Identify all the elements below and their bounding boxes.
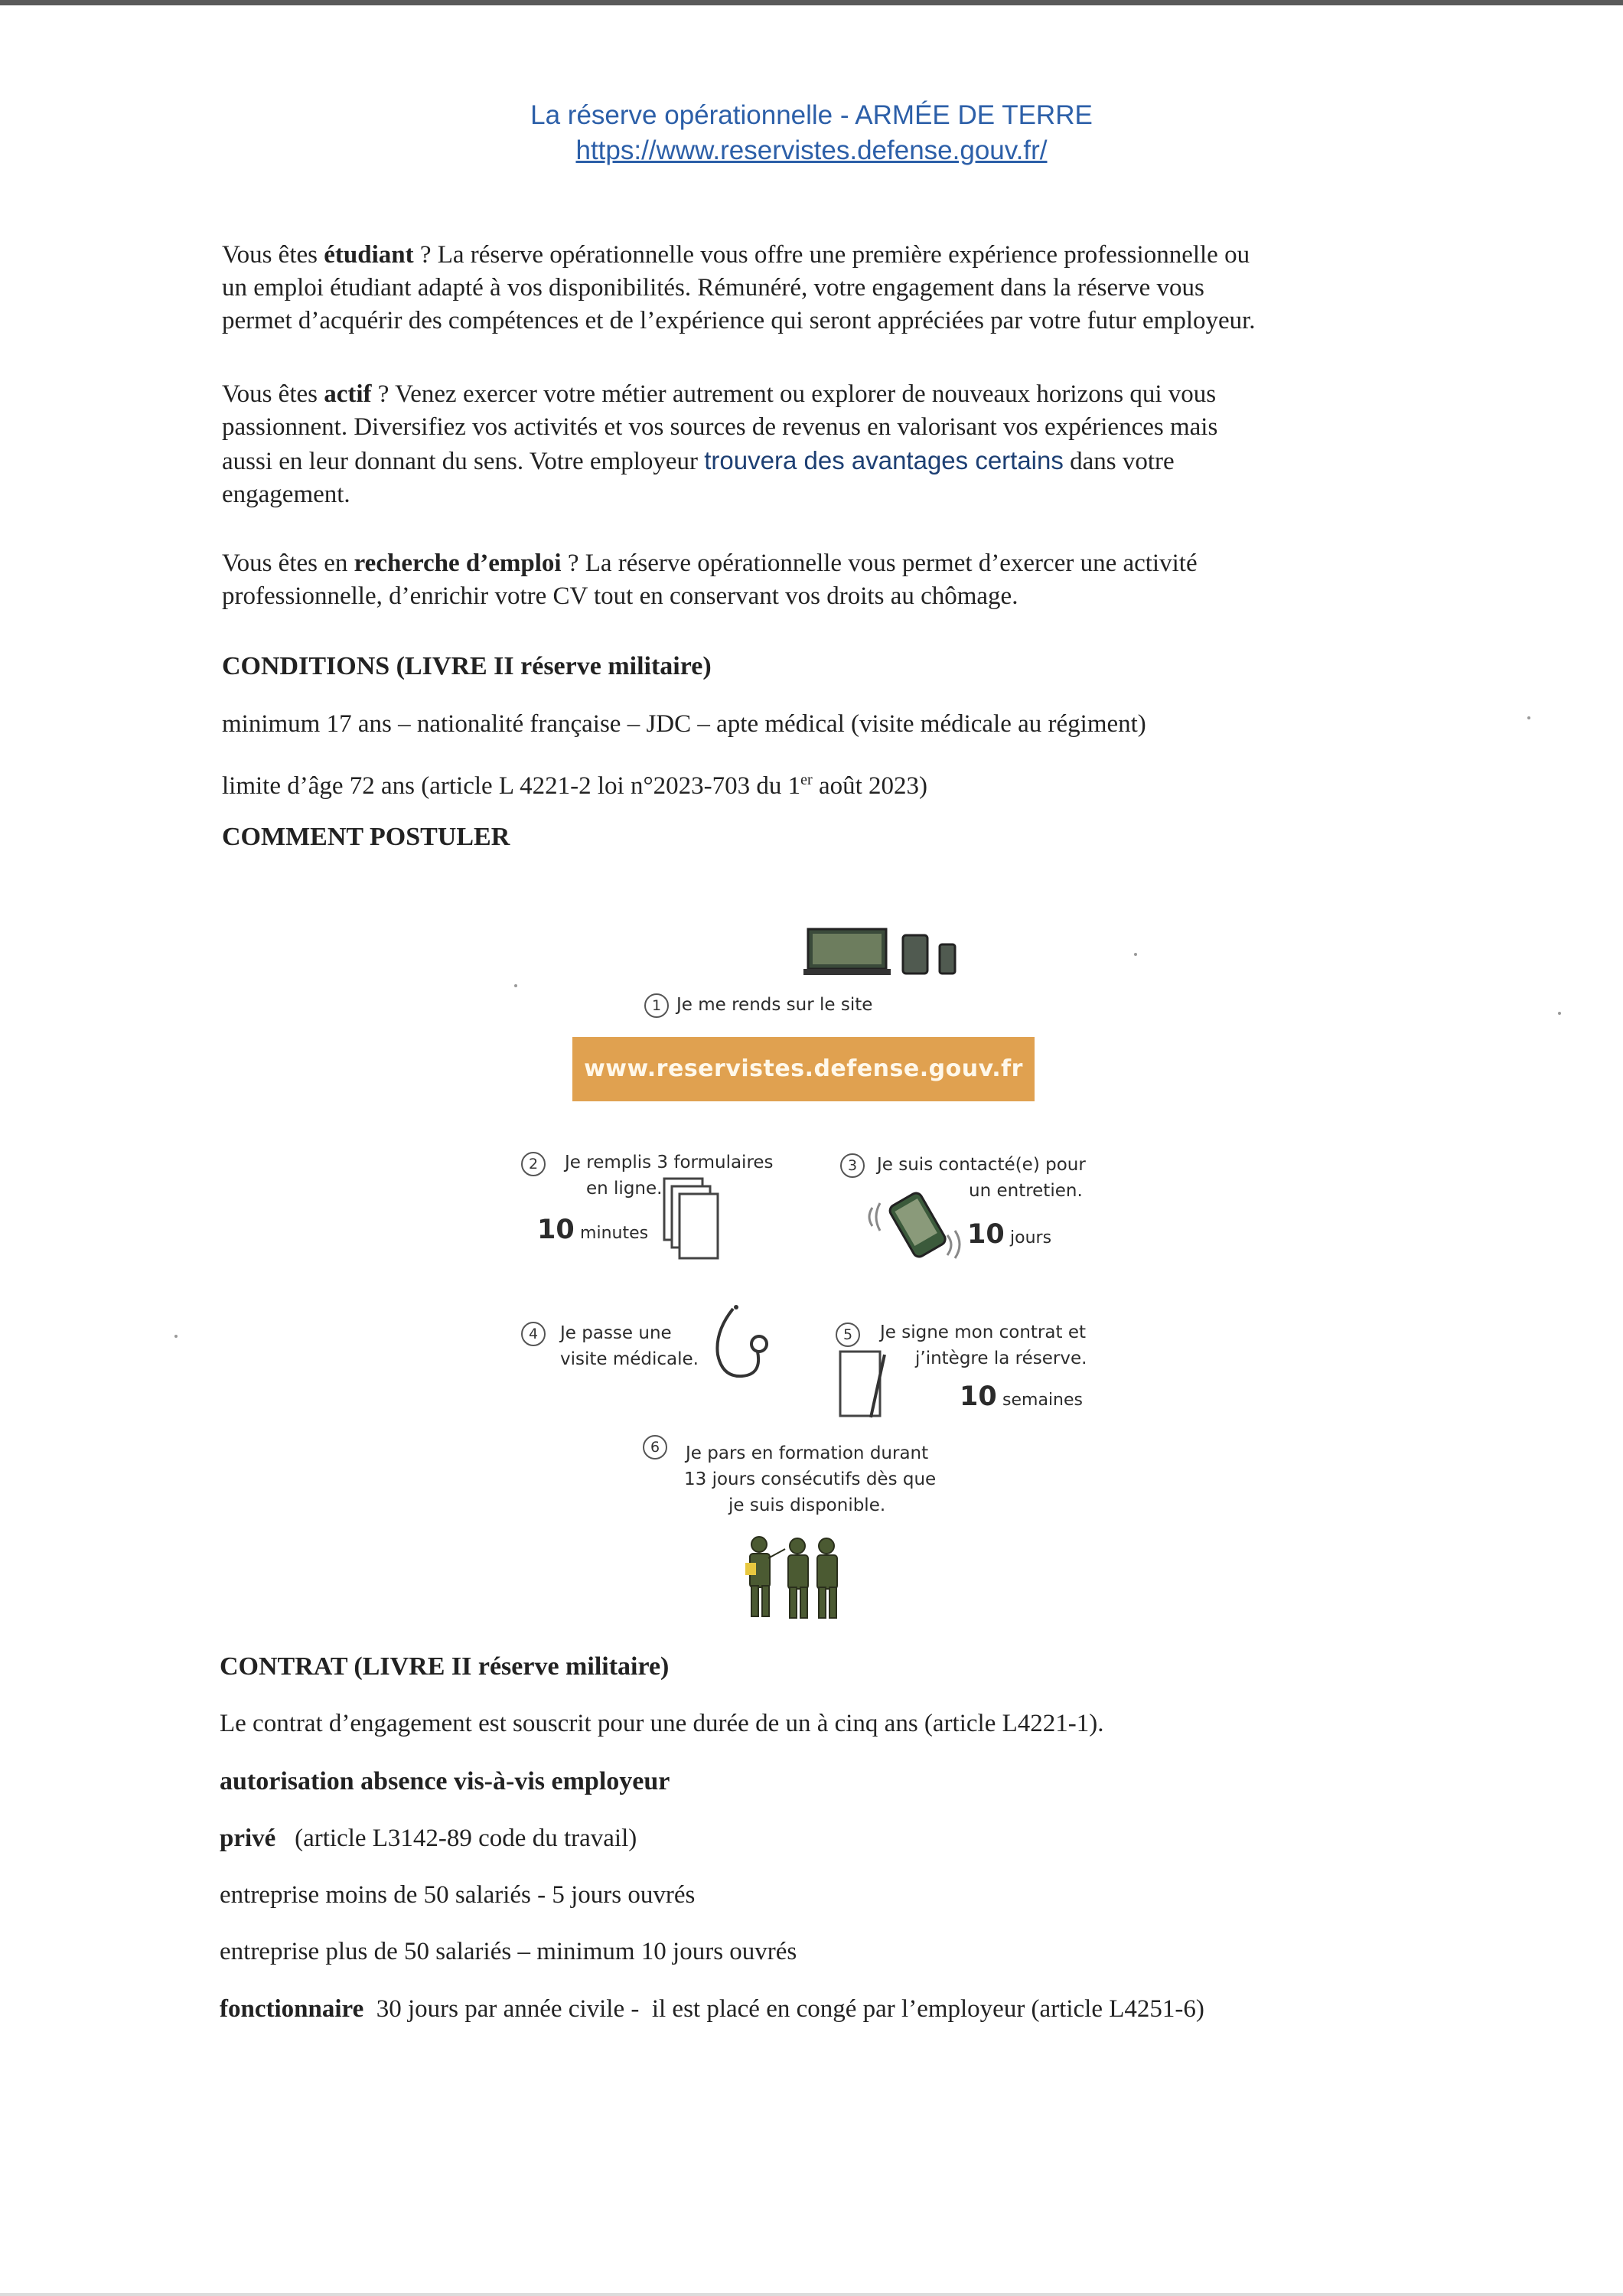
scan-speck bbox=[174, 1335, 178, 1338]
document-header bbox=[0, 98, 1623, 168]
step-3-line-2: un entretien. bbox=[969, 1181, 1083, 1201]
employer-benefits-link[interactable]: trouvera des avantages certains bbox=[704, 446, 1064, 475]
stethoscope-icon bbox=[702, 1301, 776, 1384]
scan-speck bbox=[1558, 1012, 1561, 1015]
step-2-number: 2 bbox=[521, 1152, 546, 1176]
phone-call-icon bbox=[865, 1185, 964, 1263]
step-3-line-1: Je suis contacté(e) pour bbox=[877, 1155, 1086, 1175]
step-5-line-2: j’intègre la réserve. bbox=[915, 1349, 1087, 1368]
contract-sign-icon bbox=[837, 1347, 892, 1420]
scan-speck bbox=[1134, 953, 1137, 956]
civil-servant-line: fonctionnaire 30 jours par année civile - il est placé en congé par l’employeur (article L4251-6) bbox=[220, 1995, 1204, 2023]
conditions-heading: CONDITIONS (LIVRE II réserve militaire) bbox=[222, 652, 712, 680]
website-link[interactable]: https://www.reservistes.defense.gouv.fr/ bbox=[575, 135, 1048, 165]
step-3-duration: 10 jours bbox=[967, 1219, 1052, 1250]
step-2-line-2: en ligne. bbox=[586, 1179, 663, 1199]
large-company-line: entreprise plus de 50 salariés – minimum 10 jours ouvrés bbox=[220, 1938, 797, 1965]
active-paragraph: Vous êtes actif ? Venez exercer votre métier autrement ou explorer de nouveaux horizons qui vous passionnent. Diversifiez vos activités et vos sources de revenus en valorisant vos expériences mais aussi en leur donnant du sens. Votre employeur trouvera des avantages certains dans votre engagement. bbox=[222, 380, 1218, 508]
step-5-duration: 10 semaines bbox=[960, 1381, 1083, 1412]
active-keyword: actif bbox=[324, 380, 372, 408]
jobseeker-keyword: recherche d’emploi bbox=[354, 550, 562, 577]
absence-heading: autorisation absence vis-à-vis employeur bbox=[220, 1767, 670, 1795]
reservistes-url-button[interactable]: www.reservistes.defense.gouv.fr bbox=[572, 1037, 1035, 1101]
step-4-number: 4 bbox=[521, 1322, 546, 1346]
step-6-line-2: 13 jours consécutifs dès que bbox=[684, 1469, 937, 1489]
step-1-text: Je me rends sur le site bbox=[676, 995, 873, 1015]
step-6-line-1: Je pars en formation durant bbox=[686, 1443, 929, 1463]
conditions-line-2: limite d’âge 72 ans (article L 4221-2 loi n°2023-703 du 1er août 2023) bbox=[222, 771, 927, 800]
step-6-line-3: je suis disponible. bbox=[728, 1495, 886, 1515]
step-5-number: 5 bbox=[836, 1322, 860, 1347]
document-title: La réserve opérationnelle - ARMÉE DE TERRE bbox=[530, 100, 1093, 130]
scan-edge-bottom bbox=[0, 2293, 1623, 2296]
step-5-line-1: Je signe mon contrat et bbox=[880, 1322, 1086, 1342]
student-keyword: étudiant bbox=[324, 241, 414, 269]
step-2-duration: 10 minutes bbox=[537, 1215, 649, 1245]
step-4-line-2: visite médicale. bbox=[560, 1349, 699, 1369]
devices-icon bbox=[803, 925, 964, 980]
private-keyword: privé bbox=[220, 1825, 276, 1852]
step-6-number: 6 bbox=[643, 1435, 667, 1459]
step-2-line-1: Je remplis 3 formulaires bbox=[565, 1153, 774, 1172]
civil-servant-keyword: fonctionnaire bbox=[220, 1995, 364, 2023]
apply-heading: COMMENT POSTULER bbox=[222, 823, 510, 851]
scan-speck bbox=[514, 984, 517, 987]
forms-icon bbox=[663, 1177, 721, 1261]
conditions-line-1: minimum 17 ans – nationalité française – JDC – apte médical (visite médicale au régiment) bbox=[222, 710, 1146, 738]
step-1-number: 1 bbox=[644, 993, 669, 1018]
soldiers-icon bbox=[739, 1532, 846, 1623]
jobseeker-paragraph: Vous êtes en recherche d’emploi ? La réserve opérationnelle vous permet d’exercer une activité professionnelle, d’enrichir votre CV tout en conservant vos droits au chômage. bbox=[222, 550, 1198, 610]
contract-duration: Le contrat d’engagement est souscrit pour une durée de un à cinq ans (article L4221-1). bbox=[220, 1710, 1104, 1737]
small-company-line: entreprise moins de 50 salariés - 5 jours ouvrés bbox=[220, 1881, 696, 1909]
contract-heading: CONTRAT (LIVRE II réserve militaire) bbox=[220, 1652, 670, 1681]
student-paragraph: Vous êtes étudiant ? La réserve opérationnelle vous offre une première expérience professionnelle ou un emploi étudiant adapté à vos disponibilités. Rémunéré, votre engagement dans la réserve vous permet d’acquérir des compétences et de l’expérience qui seront appréciées par votre futur employeur. bbox=[222, 241, 1256, 334]
scan-speck bbox=[1527, 716, 1530, 719]
private-sector-line: privé (article L3142-89 code du travail) bbox=[220, 1825, 637, 1852]
scan-edge-top bbox=[0, 0, 1623, 5]
step-3-number: 3 bbox=[840, 1153, 865, 1178]
step-4-line-1: Je passe une bbox=[560, 1323, 672, 1343]
